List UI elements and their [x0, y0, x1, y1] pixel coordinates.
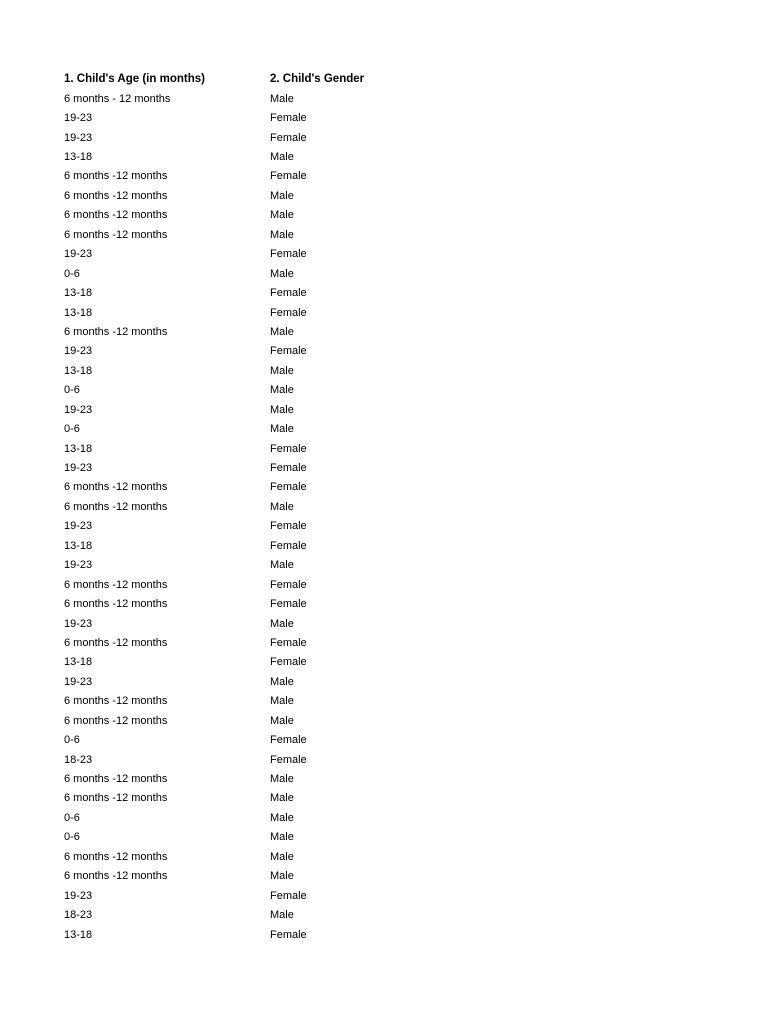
cell-child-gender: Female [270, 306, 307, 319]
cell-child-gender: Female [270, 345, 307, 358]
cell-child-gender: Male [270, 559, 294, 572]
table-row [64, 497, 704, 516]
table-row [64, 264, 704, 283]
cell-child-gender: Female [270, 131, 307, 144]
cell-child-gender: Male [270, 695, 294, 708]
table-row [64, 147, 704, 166]
table-row [64, 672, 704, 691]
table-row [64, 381, 704, 400]
cell-child-age: 0-6 [64, 734, 80, 747]
cell-child-age: 6 months -12 months [64, 209, 168, 222]
cell-child-age: 19-23 [64, 675, 93, 688]
cell-child-age: 6 months - 12 months [64, 92, 171, 105]
table-row [64, 828, 704, 847]
cell-child-gender: Male [270, 364, 294, 377]
cell-child-age: 19-23 [64, 403, 93, 416]
table-row [64, 847, 704, 866]
cell-child-gender: Female [270, 889, 307, 902]
table-row [64, 206, 704, 225]
cell-child-gender: Male [270, 423, 294, 436]
table-row [64, 89, 704, 108]
cell-child-age: 13-18 [64, 306, 93, 319]
table-row [64, 108, 704, 127]
cell-child-gender: Male [270, 151, 294, 164]
table-row [64, 594, 704, 613]
cell-child-gender: Male [270, 384, 294, 397]
table-row [64, 692, 704, 711]
table-row [64, 886, 704, 905]
header-child-gender: 2. Child's Gender [270, 73, 365, 85]
table-row [64, 769, 704, 788]
cell-child-gender: Male [270, 267, 294, 280]
cell-child-age: 13-18 [64, 287, 93, 300]
table-row [64, 186, 704, 205]
table-row [64, 789, 704, 808]
cell-child-gender: Female [270, 287, 307, 300]
cell-child-age: 0-6 [64, 811, 80, 824]
cell-child-age: 6 months -12 months [64, 870, 168, 883]
cell-child-age: 6 months -12 months [64, 850, 168, 863]
table-row [64, 925, 704, 944]
table-row [64, 342, 704, 361]
cell-child-age: 13-18 [64, 539, 93, 552]
cell-child-age: 6 months -12 months [64, 500, 168, 513]
table-row [64, 439, 704, 458]
table-row [64, 361, 704, 380]
cell-child-gender: Male [270, 189, 294, 202]
table-row [64, 283, 704, 302]
cell-child-gender: Male [270, 714, 294, 727]
cell-child-gender: Male [270, 773, 294, 786]
cell-child-age: 6 months -12 months [64, 792, 168, 805]
cell-child-gender: Female [270, 442, 307, 455]
table-row [64, 245, 704, 264]
table-row [64, 905, 704, 924]
cell-child-age: 19-23 [64, 131, 93, 144]
cell-child-age: 6 months -12 months [64, 695, 168, 708]
table-row [64, 556, 704, 575]
table-row [64, 867, 704, 886]
cell-child-age: 6 months -12 months [64, 714, 168, 727]
cell-child-age: 0-6 [64, 267, 80, 280]
cell-child-gender: Male [270, 675, 294, 688]
table-body [64, 89, 704, 944]
header-child-age: 1. Child's Age (in months) [64, 73, 205, 85]
table-row [64, 478, 704, 497]
cell-child-age: 6 months -12 months [64, 773, 168, 786]
cell-child-gender: Female [270, 598, 307, 611]
cell-child-gender: Female [270, 170, 307, 183]
cell-child-gender: Female [270, 636, 307, 649]
cell-child-gender: Male [270, 792, 294, 805]
table-row [64, 458, 704, 477]
cell-child-age: 13-18 [64, 151, 93, 164]
table-row [64, 614, 704, 633]
cell-child-age: 19-23 [64, 889, 93, 902]
cell-child-gender: Female [270, 578, 307, 591]
table-row [64, 633, 704, 652]
table-row [64, 167, 704, 186]
cell-child-gender: Male [270, 209, 294, 222]
cell-child-gender: Male [270, 850, 294, 863]
cell-child-age: 0-6 [64, 423, 80, 436]
cell-child-gender: Female [270, 481, 307, 494]
table-row [64, 653, 704, 672]
cell-child-age: 19-23 [64, 248, 93, 261]
table-row [64, 128, 704, 147]
cell-child-gender: Female [270, 462, 307, 475]
cell-child-gender: Male [270, 870, 294, 883]
cell-child-gender: Male [270, 403, 294, 416]
table-header-row [64, 69, 704, 89]
cell-child-gender: Female [270, 520, 307, 533]
cell-child-gender: Female [270, 734, 307, 747]
cell-child-gender: Female [270, 656, 307, 669]
cell-child-age: 6 months -12 months [64, 325, 168, 338]
cell-child-age: 19-23 [64, 462, 93, 475]
cell-child-gender: Male [270, 228, 294, 241]
cell-child-gender: Male [270, 325, 294, 338]
cell-child-age: 6 months -12 months [64, 598, 168, 611]
cell-child-gender: Male [270, 500, 294, 513]
cell-child-gender: Male [270, 909, 294, 922]
table-row [64, 419, 704, 438]
table-row [64, 808, 704, 827]
cell-child-age: 6 months -12 months [64, 481, 168, 494]
cell-child-gender: Male [270, 617, 294, 630]
table-row [64, 750, 704, 769]
data-table [64, 69, 704, 944]
cell-child-age: 19-23 [64, 345, 93, 358]
table-row [64, 575, 704, 594]
cell-child-age: 6 months -12 months [64, 170, 168, 183]
cell-child-age: 13-18 [64, 442, 93, 455]
cell-child-age: 13-18 [64, 364, 93, 377]
cell-child-age: 13-18 [64, 656, 93, 669]
cell-child-age: 6 months -12 months [64, 578, 168, 591]
table-row [64, 730, 704, 749]
table-row [64, 225, 704, 244]
cell-child-gender: Female [270, 928, 307, 941]
cell-child-age: 19-23 [64, 520, 93, 533]
table-row [64, 400, 704, 419]
cell-child-age: 0-6 [64, 831, 80, 844]
cell-child-gender: Female [270, 753, 307, 766]
cell-child-age: 6 months -12 months [64, 228, 168, 241]
cell-child-age: 19-23 [64, 617, 93, 630]
cell-child-gender: Male [270, 831, 294, 844]
cell-child-age: 19-23 [64, 559, 93, 572]
cell-child-age: 18-23 [64, 909, 93, 922]
cell-child-gender: Female [270, 539, 307, 552]
cell-child-age: 19-23 [64, 112, 93, 125]
table-row [64, 322, 704, 341]
cell-child-gender: Male [270, 811, 294, 824]
cell-child-age: 6 months -12 months [64, 636, 168, 649]
table-row [64, 517, 704, 536]
cell-child-age: 18-23 [64, 753, 93, 766]
table-row [64, 711, 704, 730]
cell-child-age: 6 months -12 months [64, 189, 168, 202]
cell-child-gender: Male [270, 92, 294, 105]
cell-child-age: 13-18 [64, 928, 93, 941]
table-row [64, 303, 704, 322]
table-row [64, 536, 704, 555]
cell-child-gender: Female [270, 248, 307, 261]
cell-child-age: 0-6 [64, 384, 80, 397]
cell-child-gender: Female [270, 112, 307, 125]
